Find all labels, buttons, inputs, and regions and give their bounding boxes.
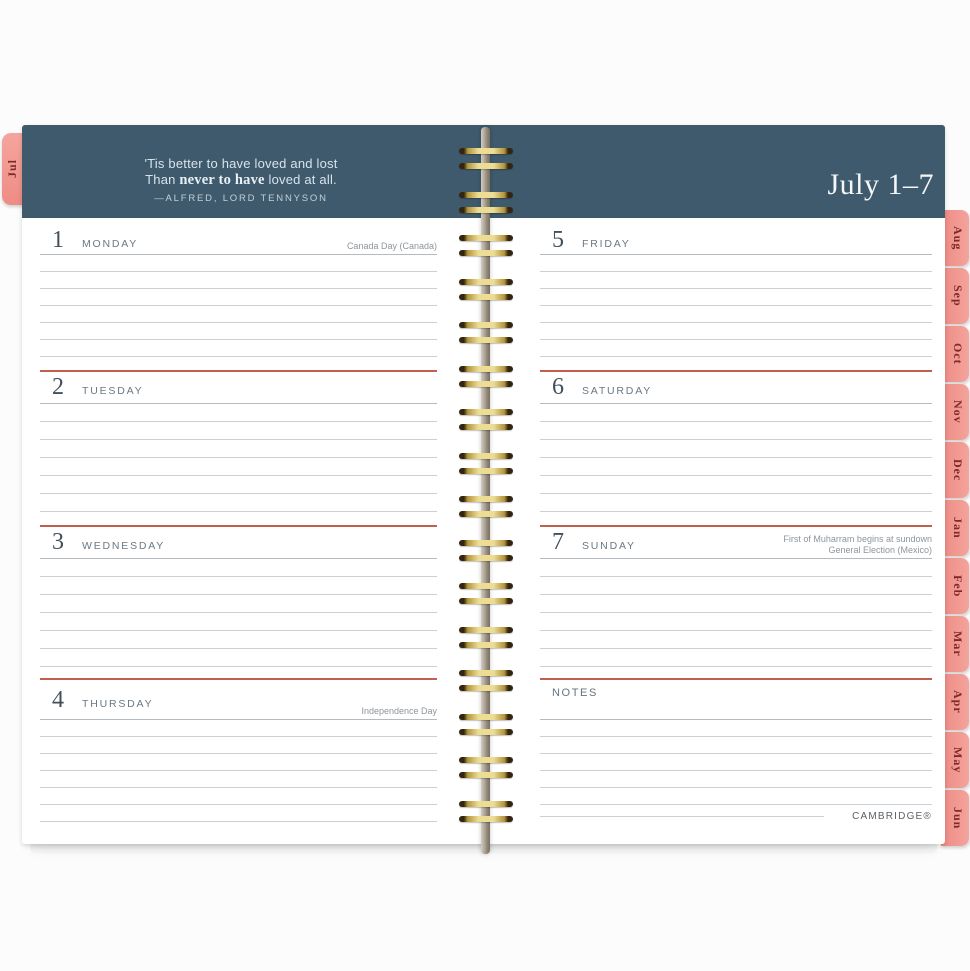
- day-name: THURSDAY: [82, 698, 154, 710]
- quote-line-1: 'Tis better to have loved and lost: [144, 156, 338, 171]
- day-head: [40, 680, 437, 720]
- quote-attribution: —ALFRED, LORD TENNYSON: [154, 193, 328, 204]
- writing-line: [540, 771, 932, 788]
- binding-loop: [459, 496, 513, 517]
- holiday-label: First of Muharram begins at sundown General Election (Mexico): [783, 534, 932, 555]
- writing-line: [40, 494, 437, 512]
- week-date-range: July 1–7: [827, 168, 934, 201]
- right-page: [540, 218, 932, 844]
- writing-line: [40, 595, 437, 613]
- binding-loop: [459, 148, 513, 169]
- tab-oct[interactable]: Oct: [941, 326, 969, 382]
- writing-line: [40, 720, 437, 737]
- writing-line: [540, 595, 932, 613]
- day-head: [40, 527, 437, 559]
- binding-loop: [459, 670, 513, 691]
- quote-line-2: Than never to have loved at all.: [145, 172, 337, 188]
- writing-line: [40, 458, 437, 476]
- tab-aug[interactable]: Aug: [941, 210, 969, 266]
- notes-head: [540, 680, 932, 720]
- day-section-sunday: [540, 525, 932, 678]
- writing-line: [540, 422, 932, 440]
- day-number: 5: [552, 227, 564, 253]
- writing-line: [40, 577, 437, 595]
- writing-line: [40, 422, 437, 440]
- writing-line: [540, 476, 932, 494]
- day-number: 3: [52, 529, 64, 555]
- writing-line: [540, 272, 932, 289]
- writing-line: [40, 805, 437, 822]
- day-head: [540, 372, 932, 404]
- tab-jan[interactable]: Jan: [941, 500, 969, 556]
- tab-may[interactable]: May: [941, 732, 969, 788]
- writing-line: [540, 720, 932, 737]
- tab-jun[interactable]: Jun: [941, 790, 969, 846]
- writing-line: [540, 577, 932, 595]
- day-name: SUNDAY: [582, 540, 636, 552]
- binding-loop: [459, 801, 513, 822]
- writing-line: [540, 289, 932, 306]
- writing-line: [40, 306, 437, 323]
- day-number: 7: [552, 529, 564, 555]
- notes-label: NOTES: [552, 687, 598, 699]
- writing-line: [40, 404, 437, 422]
- writing-line: [540, 458, 932, 476]
- writing-line: [40, 613, 437, 631]
- binding-loop: [459, 540, 513, 561]
- writing-line: [40, 289, 437, 306]
- day-section-monday: [40, 225, 437, 370]
- binding-loop: [459, 627, 513, 648]
- writing-line: [40, 771, 437, 788]
- day-name: SATURDAY: [582, 385, 653, 397]
- day-section-tuesday: [40, 370, 437, 525]
- binding-loop: [459, 714, 513, 735]
- quote-bold-phrase: never to have: [179, 172, 265, 188]
- day-number: 6: [552, 374, 564, 400]
- writing-line: [40, 754, 437, 771]
- holiday-label: Canada Day (Canada): [346, 241, 437, 251]
- day-name: FRIDAY: [582, 238, 631, 250]
- day-head: [40, 225, 437, 255]
- binding-loop: [459, 583, 513, 604]
- writing-line: [540, 494, 932, 512]
- writing-line: [40, 255, 437, 272]
- day-section-friday: [540, 225, 932, 370]
- tab-jul-label: Jul: [5, 159, 19, 179]
- writing-line: [540, 306, 932, 323]
- holiday-label: Independence Day: [361, 706, 437, 716]
- writing-line: [40, 649, 437, 667]
- tab-nov[interactable]: Nov: [941, 384, 969, 440]
- writing-line: [540, 255, 932, 272]
- tab-feb[interactable]: Feb: [941, 558, 969, 614]
- writing-line: [540, 440, 932, 458]
- tab-sep[interactable]: Sep: [941, 268, 969, 324]
- day-name: MONDAY: [82, 238, 139, 250]
- writing-line: [540, 649, 932, 667]
- day-name: WEDNESDAY: [82, 540, 166, 552]
- writing-line: [40, 323, 437, 340]
- writing-line: [40, 631, 437, 649]
- left-page: [40, 218, 437, 844]
- day-name: TUESDAY: [82, 385, 144, 397]
- day-number: 2: [52, 374, 64, 400]
- notes-section: [540, 678, 932, 843]
- brand-row: [540, 805, 932, 821]
- binding-loop: [459, 409, 513, 430]
- day-head: [40, 372, 437, 404]
- binding-loop: [459, 322, 513, 343]
- binding-loop: [459, 366, 513, 387]
- writing-line: [40, 476, 437, 494]
- binding-loop: [459, 757, 513, 778]
- day-section-saturday: [540, 370, 932, 525]
- writing-line: [40, 272, 437, 289]
- writing-line: [540, 323, 932, 340]
- writing-line: [40, 559, 437, 577]
- quote-block: [86, 156, 396, 207]
- binding-loop: [459, 279, 513, 300]
- tab-dec[interactable]: Dec: [941, 442, 969, 498]
- tab-apr[interactable]: Apr: [941, 674, 969, 730]
- writing-line: [540, 559, 932, 577]
- writing-line: [40, 737, 437, 754]
- day-head: [540, 225, 932, 255]
- writing-line: [40, 340, 437, 357]
- day-head: [540, 527, 932, 559]
- writing-line: [40, 788, 437, 805]
- day-section-thursday: [40, 678, 437, 843]
- day-number: 4: [52, 687, 64, 713]
- binding-loop: [459, 453, 513, 474]
- writing-line: [540, 788, 932, 805]
- writing-line: [540, 340, 932, 357]
- tab-mar[interactable]: Mar: [941, 616, 969, 672]
- day-number: 1: [52, 227, 64, 253]
- brand-logo: CAMBRIDGE®: [852, 811, 932, 822]
- binding-loop: [459, 235, 513, 256]
- day-section-wednesday: [40, 525, 437, 678]
- writing-line: [40, 440, 437, 458]
- writing-line: [540, 631, 932, 649]
- writing-line: [540, 737, 932, 754]
- writing-line: [540, 404, 932, 422]
- writing-line: [540, 754, 932, 771]
- writing-line: [540, 613, 932, 631]
- binding-loop: [459, 192, 513, 213]
